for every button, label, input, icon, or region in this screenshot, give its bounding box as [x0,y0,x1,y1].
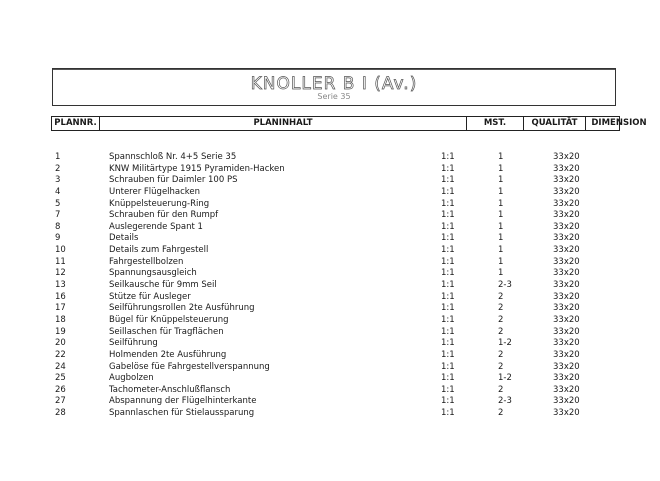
quality: 2 [498,314,504,325]
dimension: 33x20 [553,152,580,162]
dimension: 33x20 [553,349,580,360]
scale: 1:1 [441,373,455,384]
scale: 1:1 [441,396,455,407]
plan-number: 17 [55,303,66,314]
plan-content: KNW Militärtype 1915 Pyramiden-Hacken [109,163,285,174]
table-row [52,338,618,350]
plan-content: Unterer Flügelhacken [109,186,201,197]
quality: 2 [498,361,504,372]
dimension: 33x20 [553,338,580,349]
quality: 1 [498,163,504,174]
plan-number: 2 [55,163,61,174]
table-row [52,362,618,374]
dimension: 33x20 [553,175,580,186]
table-row [52,233,618,245]
plan-number: 4 [55,186,61,197]
dimension: 33x20 [553,303,580,314]
plan-content: Gabelöse füe Fahrgestellverspannung [109,361,270,372]
dimension: 33x20 [553,210,580,221]
plan-number: 8 [55,221,61,232]
table-row [52,373,618,385]
plan-content: Stütze für Ausleger [109,291,191,302]
scale: 1:1 [441,152,455,162]
plan-content: Spannungsausgleich [109,268,197,279]
table-row [52,350,618,362]
plan-number: 24 [55,361,66,372]
dimension: 33x20 [553,326,580,337]
plan-number: 26 [55,384,66,395]
title-rule [53,69,615,70]
dimension: 33x20 [553,396,580,407]
plan-number: 5 [55,198,61,209]
plan-content: Auslegerende Spant 1 [109,221,203,232]
plan-number: 25 [55,373,66,384]
quality: 2 [498,303,504,314]
quality: 1 [498,256,504,267]
quality: 1 [498,233,504,244]
table-row [52,222,618,234]
dimension: 33x20 [553,163,580,174]
plan-number: 3 [55,175,61,186]
dimension: 33x20 [553,373,580,384]
plan-content: Augbolzen [109,373,154,384]
quality: 2 [498,384,504,395]
dimension: 33x20 [553,221,580,232]
dimension: 33x20 [553,198,580,209]
table-row [52,210,618,222]
quality: 1 [498,268,504,279]
plan-number: 19 [55,326,66,337]
quality: 1 [498,152,504,162]
dimension: 33x20 [553,245,580,256]
scale: 1:1 [441,303,455,314]
table-header [51,116,647,131]
quality: 2-3 [498,396,512,407]
dimension: 33x20 [553,186,580,197]
scale: 1:1 [441,291,455,302]
table-row [52,245,618,257]
scale: 1:1 [441,233,455,244]
table-row [52,292,618,304]
plan-content: Knüppelsteuerung-Ring [109,198,210,209]
table-row [52,257,618,269]
plan-number: 20 [55,338,66,349]
table-row [52,327,618,339]
dimension: 33x20 [553,280,580,291]
quality: 2 [498,408,504,419]
table-row [52,385,618,397]
table-row [52,268,618,280]
scale: 1:1 [441,361,455,372]
plan-content: Fahrgestellbolzen [109,256,184,267]
plan-number: 16 [55,291,66,302]
plan-content: Details [109,233,139,244]
table-row [52,280,618,292]
plan-content: Schrauben für Daimler 100 PS [109,175,238,186]
dimension: 33x20 [553,384,580,395]
plan-number: 22 [55,349,66,360]
plan-number: 11 [55,256,66,267]
scale: 1:1 [441,198,455,209]
table-row [52,303,618,315]
dimension: 33x20 [553,233,580,244]
table-row [52,199,618,211]
scale: 1:1 [441,221,455,232]
table-row [52,164,618,176]
scale: 1:1 [441,338,455,349]
plan-content: Holmenden 2te Ausführung [109,349,227,360]
quality: 1 [498,186,504,197]
table-row [52,396,618,408]
plan-content: Abspannung der Flügelhinterkante [109,396,257,407]
plan-number: 13 [55,280,66,291]
plan-number: 27 [55,396,66,407]
header-plannr: PLANNR. [52,117,100,130]
plan-number: 12 [55,268,66,279]
dimension: 33x20 [553,268,580,279]
table-row [52,187,618,199]
plan-content: Tachometer-Anschlußflansch [109,384,231,395]
scale: 1:1 [441,163,455,174]
scale: 1:1 [441,314,455,325]
header-dimension: DIMENSION [591,118,647,128]
plan-content: Seilführung [109,338,158,349]
scale: 1:1 [441,384,455,395]
scale: 1:1 [441,186,455,197]
quality: 1 [498,245,504,256]
scale: 1:1 [441,175,455,186]
plan-number: 7 [55,210,61,221]
scale: 1:1 [441,245,455,256]
header-planinhalt: PLANINHALT [100,117,467,130]
scale: 1:1 [441,408,455,419]
dimension: 33x20 [553,256,580,267]
plan-content: Spannlaschen für Stielaussparung [109,408,255,419]
plan-number: 1 [55,152,61,162]
table-row [52,315,618,327]
table-row [52,175,618,187]
header-mst: MST. [467,117,524,130]
dimension: 33x20 [553,314,580,325]
quality: 2-3 [498,280,512,291]
plan-content: Spannschloß Nr. 4+5 Serie 35 [109,152,237,162]
scale: 1:1 [441,349,455,360]
plan-content: Seillaschen für Tragflächen [109,326,224,337]
plan-content: Seilkausche für 9mm Seil [109,280,217,291]
title-box [52,68,616,106]
scale: 1:1 [441,326,455,337]
scale: 1:1 [441,268,455,279]
quality: 1 [498,175,504,186]
plan-content: Details zum Fahrgestell [109,245,209,256]
document-subtitle: Serie 35 [317,92,351,101]
dimension: 33x20 [553,361,580,372]
quality: 2 [498,291,504,302]
scale: 1:1 [441,210,455,221]
plan-number: 28 [55,408,66,419]
quality: 1 [498,198,504,209]
quality: 1-2 [498,373,512,384]
header-qualitaet: QUALITÄT [524,117,586,130]
table-body [52,152,618,420]
document-title: KNOLLER B I (Av.) [250,74,418,94]
scale: 1:1 [441,256,455,267]
quality: 1-2 [498,338,512,349]
quality: 2 [498,349,504,360]
plan-number: 10 [55,245,66,256]
scale: 1:1 [441,280,455,291]
quality: 2 [498,326,504,337]
plan-content: Schrauben für den Rumpf [109,210,219,221]
dimension: 33x20 [553,291,580,302]
table-row [52,408,618,420]
plan-content: Bügel für Knüppelsteuerung [109,314,229,325]
plan-number: 18 [55,314,66,325]
table-row [52,152,618,164]
plan-number: 9 [55,233,61,244]
plan-content: Seilführungsrollen 2te Ausführung [109,303,255,314]
dimension: 33x20 [553,408,580,419]
quality: 1 [498,210,504,221]
quality: 1 [498,221,504,232]
